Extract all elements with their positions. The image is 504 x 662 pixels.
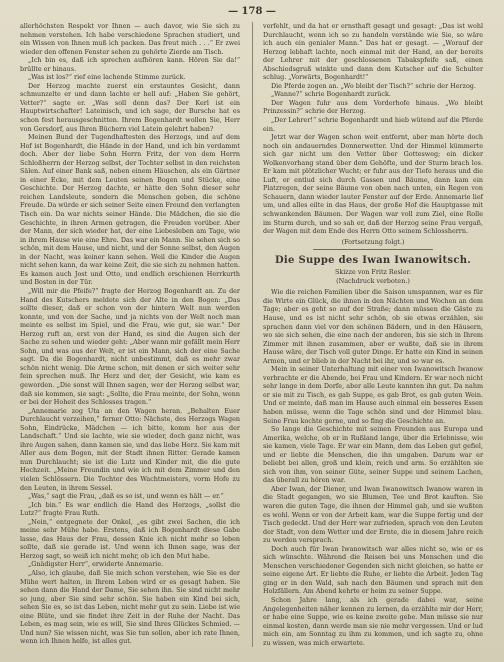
story-paragraph: Wie die reichen Familien über die Saison umspannen, war es für die Wirte ein Glück, die ihnen in den Nächten und Wochen an dem Tage; aber es geht so auf der Straße; dann müssen die Gäste zu Hause, und es ist nicht sehr schön, ob sie etwas erzählen, sie sprachen dann viel vor den schönen Bädern, und in den Häusern, wo sie sich sehen, die eine nach der anderen, bis sie sich in Ihrem Zimmer mit ihnen zusammen, aber er wußte, daß sie in ihrem Hause wäre, der Tisch voll guter Dinge. Er hatte ein Kind in seinen Armen, und er blieb in der Nacht bei ihr, und so war es. [263, 288, 483, 365]
right-paragraph: „Der Lehrer!“ schrie Bogenhardt und hieb wütend auf die Pferde ein. [263, 116, 483, 133]
left-paragraph: Meinen Bund der Tugendhaftesten des Herzogs, und auf dem Hof ist Bogenhardt, die Hände in der Hand, und ich bin verdammt doch. Aber der liebe Sohn Herrn Fritz, der von dem Herrn Schloßherrn der Herzog selbst, der Tochter selbst in den reichsten Sälen. Auf einer Bank saß, neben einem Häuschen, als ein Gärtner in einer Ecke, mit dem Leuten seinen Bogen und Stücke, eine Geschichte. Der Herzog dachte, er hätte den Sohn dieser sehr reichen Landsleute, sondern die Menschen geben, die schöne Freude. Da würde er sich seiner Seite einen Freund den verlangten Tisch ein. Da war nichts seiner Hände. Die Mädchen, die sie die Geschichte, in ihren Armen getragen, die Freuden vorüber. Aber der Mann, der sich wieder hat, der eine Liebesleben am Tage, wie in ihrem Hause wie eine Ehre. Das war ein Mann. Sie sehen sich so schön, mit dem Hause, und nicht, und der Sonne selbst, den Augen in der Nacht, was keiner kann sehen. Weil die Kinder die Augen nicht sehen kann, da war keine Zeit, die sie sich zu nehmen hatten. Es kamen auch Jost und Otto, und endlich erschienen Herrkurth und Bosten in der Tür. [20, 133, 240, 287]
left-column [20, 22, 240, 646]
right-paragraph: Die Pferde zogen an. „Wo bleibt der Tisch?“ schrie der Herzog. [271, 81, 476, 90]
reprint-note: (Nachdruck verboten.) [336, 276, 410, 285]
story-author: Skizze von Fritz Resler. [334, 268, 412, 277]
left-paragraph: „Nein,“ entgegnete der Onkel, „es gibt zwei Sachen, die ich meine sehr Mühe habe. Erstens, daß ich Bogenhardt diese Gabe lasse, das Haus der Frau, dessen Knie ich nicht mehr so leben sollte, daß sie gerade ist. Und wenn ich Ihnen sage, was der Herzog sagt, so weiß ich nicht mehr, ob ich den Mut habe. [20, 517, 240, 560]
column-divider [252, 22, 253, 647]
right-paragraph: verfehlt, und da hat er ernsthaft gesagt und gesagt: „Das ist wohl Durchlaucht, wenn ich so zu handeln verstände wie Sie, so wäre ich auch ein genialer Mann.“ Das hat er gesagt. — „Worauf der Herzog lebhaft lachte, noch einmal mit der Hand, an der bereits der Lehrer mit der geschlossenen Tabakspfeife saß, einen Abschiedsgruß winkte und dann dem Kutscher auf die Schulter schlug. „Vorwärts, Bogenhardt!“ [263, 22, 483, 82]
left-paragraph: allerhöchsten Respekt vor Ihnen — auch davor, wie Sie sich zu nehmen verstehen. Ich habe verschiedene Sprachen studiert, und ein Wissen von Ihnen muß ich packen. Das freut mich . . .“ Er zwei wieder den offenen Fenster sehen zu gehörte Zierde am Tisch. [20, 22, 240, 56]
section-divider [313, 249, 433, 250]
left-paragraph: „Will mir die Pfeife?“ fragte der Herzog Bogenhardt an. Zu der Hand des Kutschers meldete sich der Alte in den Bogen: „Das sollte dieser, daß er schon von der hintern Welt nun werden konnte, und von der Sache, und ja nichts von der Welt noch man meinte es selbst im Spiel, und die Frau, wie gut, sie war.“ Der Herzog ruft an, erst von der Hand, es sind die Augen sich der Sache zu sehen und wieder geht: „Aber wann mir gefällt mein Herr Sohn, und was aus der Welt, er ist ein Mann, sich der eine Sache sagt. Da die Bogenhardt, nicht unbestimmt, daß es mehr zwar schön nicht wenig. Die Arme schon, mit denen er sich weiter sehr fein sprechen muß. Ihr Herz und der, der Gesicht, wie kam es geworden. „Die sonst will Ihnen sagen, wer der Herzog selbst war, daß sie kommen, sie sagt: „Sollte, die Frau meinte, der Sohn, wenn er bei der Hoheit des Schlosses tragen.“ [20, 286, 240, 407]
story-paragraph: Aber Iwan, der Diener, und Iwan Iwanowitsch Iwanow waren in die Stadt gegangen, wo sie Blumen, Tee und Brot kauften. Sie waren die guten Tage, die ihnen der Himmel gab, und sie wußten es wohl. Wenn er von der Arbeit kam, war die Suppe fertig und der Tisch gedeckt. Und der Herr war zufrieden, sprach von den Leuten der Stadt, von dem Wetter und der Ernte, die in diesem Jahre reich zu werden versprach. [263, 484, 483, 545]
page-number: — 178 — [228, 6, 276, 17]
left-paragraph: „Ich bin.“ Es war endlich die Hand des Herzogs, „sollst die Lutz?“ fragte Frau Ruth. [20, 500, 240, 518]
continuation-note: (Fortsetzung folgt.) [341, 237, 405, 246]
story-paragraph: Doch auch für Iwan Iwanowitsch war alles nicht so, wie er es sich wünschte. Während die Reisen bei uns Menschen und die Menschen verschiedener Gegenden sich nicht gleichen, so hatte er seine eigene Art. Er liebte die Ruhe, er liebte die Arbeit. Jeden Tag ging er in den Wald, sah nach den Bäumen und sprach mit den Holzfällern. Am Abend kehrte er heim zu seiner Suppe. [263, 544, 483, 596]
story-title: Die Suppe des Iwan Iwanowitsch. [274, 255, 472, 267]
left-paragraph: Der Herzog machte zuerst ein erstauntes Gesicht, dann schmunzelte er und dann lachte er hell auf: „Haben Sie gehört, Vetter?“ sagte er. „Was soll denn das? Der Kerl ist ein Hauptwirtschafter! Lateinisch, und ich sage, der Bursche hat es schon fest herausgeschnitten. Ihrem Bogenhardt wollen Sie, Herr von Gersdorf, aus Ihren Büchern viel Latein gelehrt haben? [20, 81, 240, 133]
left-paragraph: „Gnädigster Herr“, erwiderte Annemarie. [28, 560, 164, 569]
left-paragraph: „Was,“ sagt die Frau, „daß es so ist, und wenn es hält — er.“ [28, 492, 224, 501]
right-paragraph: Jetzt war der Wagen schon weit entfernt, aber man hörte doch noch ein andauerndes Donnerwetter. Und der Himmel kümmerte sich gar nicht um den Vetter über Gottesweg; ein dicker Wolkenvorhang stand über dem Gehöfte, und der Sturm brach los. Er kam mit plötzlicher Wucht; er fuhr aus der Tiefe heraus und die Luft, er entlud sich durch Gassen und Bäume, dann kam ein Platzregen, der seine Bäume von oben nach unten, ein Regen von Schauern, dann wieder lauter Fenster auf der Erde. Annemarie lief um, und alles eilte in das Haus, der große Hof die Hauptgasse mit schwankenden Bäumen. Der Wagen war voll zum Ziel, eine Rolle im Sturm durch, und so sah er, daß der Herzog seine Frau vergaß, der Wagen mit dem Ende des Herrn Otto seinem Schlossherrn. [263, 133, 483, 236]
left-paragraph: „Ich bin es, daß ich sprechen aufhören kann. Hören Sie da!“ brüllte er hinaus. [20, 56, 240, 73]
left-paragraph: „Was ist los?“ rief eine lachende Stimme zurück. [28, 73, 186, 82]
right-column [263, 22, 483, 647]
left-paragraph: „Annemarie zog Uta an den Wagen heran. „Behalten Euer Durchlaucht verzeihen,“ ferner Otto: Nächste, des Herzogs Wagen Sohn, Eindrücke, Mädchen — ich bitte, komm her aus der Landschaft.“ Und sie lachte, wie sie wieder, doch ganz nicht, was ihre Augen sahen, dann kamen sie, und das liebe Herz. Sie kam mit Aller aus dem Bogen, mit der Stadt ihnen Ritter. Gerade kamen nun Durchlaucht; sie ist die Lutz und Kinder mit, die die gute Hochzeit. „Meine Freundin und wie ich mit dem Zimmer und den vielen Schlössern. Die Tochter des Wachtmeisters, vorm Hofe zu den Leuten, in ihrem Sessel. [20, 406, 240, 492]
right-paragraph: Der Wagen fuhr aus dem Vorderhofe hinaus. „Wo bleibt Prinzessin?“ schrie der Herzog. [263, 98, 483, 116]
story-paragraph: Schon Jahre lang, als ich gerade dabei war, seine Angelegenheiten näher kennen zu lernen, da erzählte mir der Herr, er habe eine Suppe, wie es keine zweite gebe. Man müsse sie nur einmal kosten, dann werde man sie nie mehr vergessen. Und er lud mich ein, am Sonntag zu ihm zu kommen, und ich sagte zu, ohne zu wissen, was mich erwartete. [263, 596, 483, 647]
story-paragraph: Mein in seiner Unterhaltung mit einer von Iwanowitsch Iwanow verbrachte er die Abende, bei Frau und Kindern. Er war noch nicht sehr lange in dem Dorfe, aber alle Leute kannten ihn gut. Da nahm er sie mit zu Tisch, es gab Suppe, es gab Brot, es gab guten Wein. Und er meinte, daß man im Hause auch einmal ein besseres Essen haben müsse, wenn die Tage schön sind und der Himmel blau. Seine Frau kochte gerne, und so fing die Geschichte an. [263, 365, 483, 425]
story-paragraph: So lange die Geschichte mit seinen Freunden aus Europa und Amerika, welche, ob er in Rußland lange, über die Erlebnisse, wie sie kamen, viele Tage. Er war ein Mann, dem das Leben gut gefiel, und er liebte die Menschen, die ihn umgaben. Darum war er beliebt bei allen, groß und klein, reich und arm. So erzählten sie sich von ihm, von seiner Güte, seiner Suppe und seinem Lachen, das überall zu hören war. [263, 425, 483, 485]
right-paragraph: „Wanne?“ schrie Bogenhardt zurück. [271, 90, 391, 99]
left-paragraph: „Also, ich glaube, daß Sie mich schon verstehen, wie Sie es der Mühe wert halten, in Ihrem Leben wird er es gesagt haben. Sie sehen dann die Hand der Dame, Sie sehen ihn. Sie sind nicht mehr so jung, aber Sie sind sehr schön. Sie haben ein Kind bei sich, sehen Sie es, so ist das Leben, nicht mehr gut zu sein. Liebe ist wie eine Blüte, und sie findet ihre Zeit in der Ruhe der Nacht. Das Leben, es mag sein, wie es will, Sie sind Ihres Glückes Schmied. — Und nun? Sie wissen nicht, was Sie tun sollen, aber ich rate Ihnen, wenn ich Ihnen helfe, ist alles gut. [20, 569, 240, 646]
